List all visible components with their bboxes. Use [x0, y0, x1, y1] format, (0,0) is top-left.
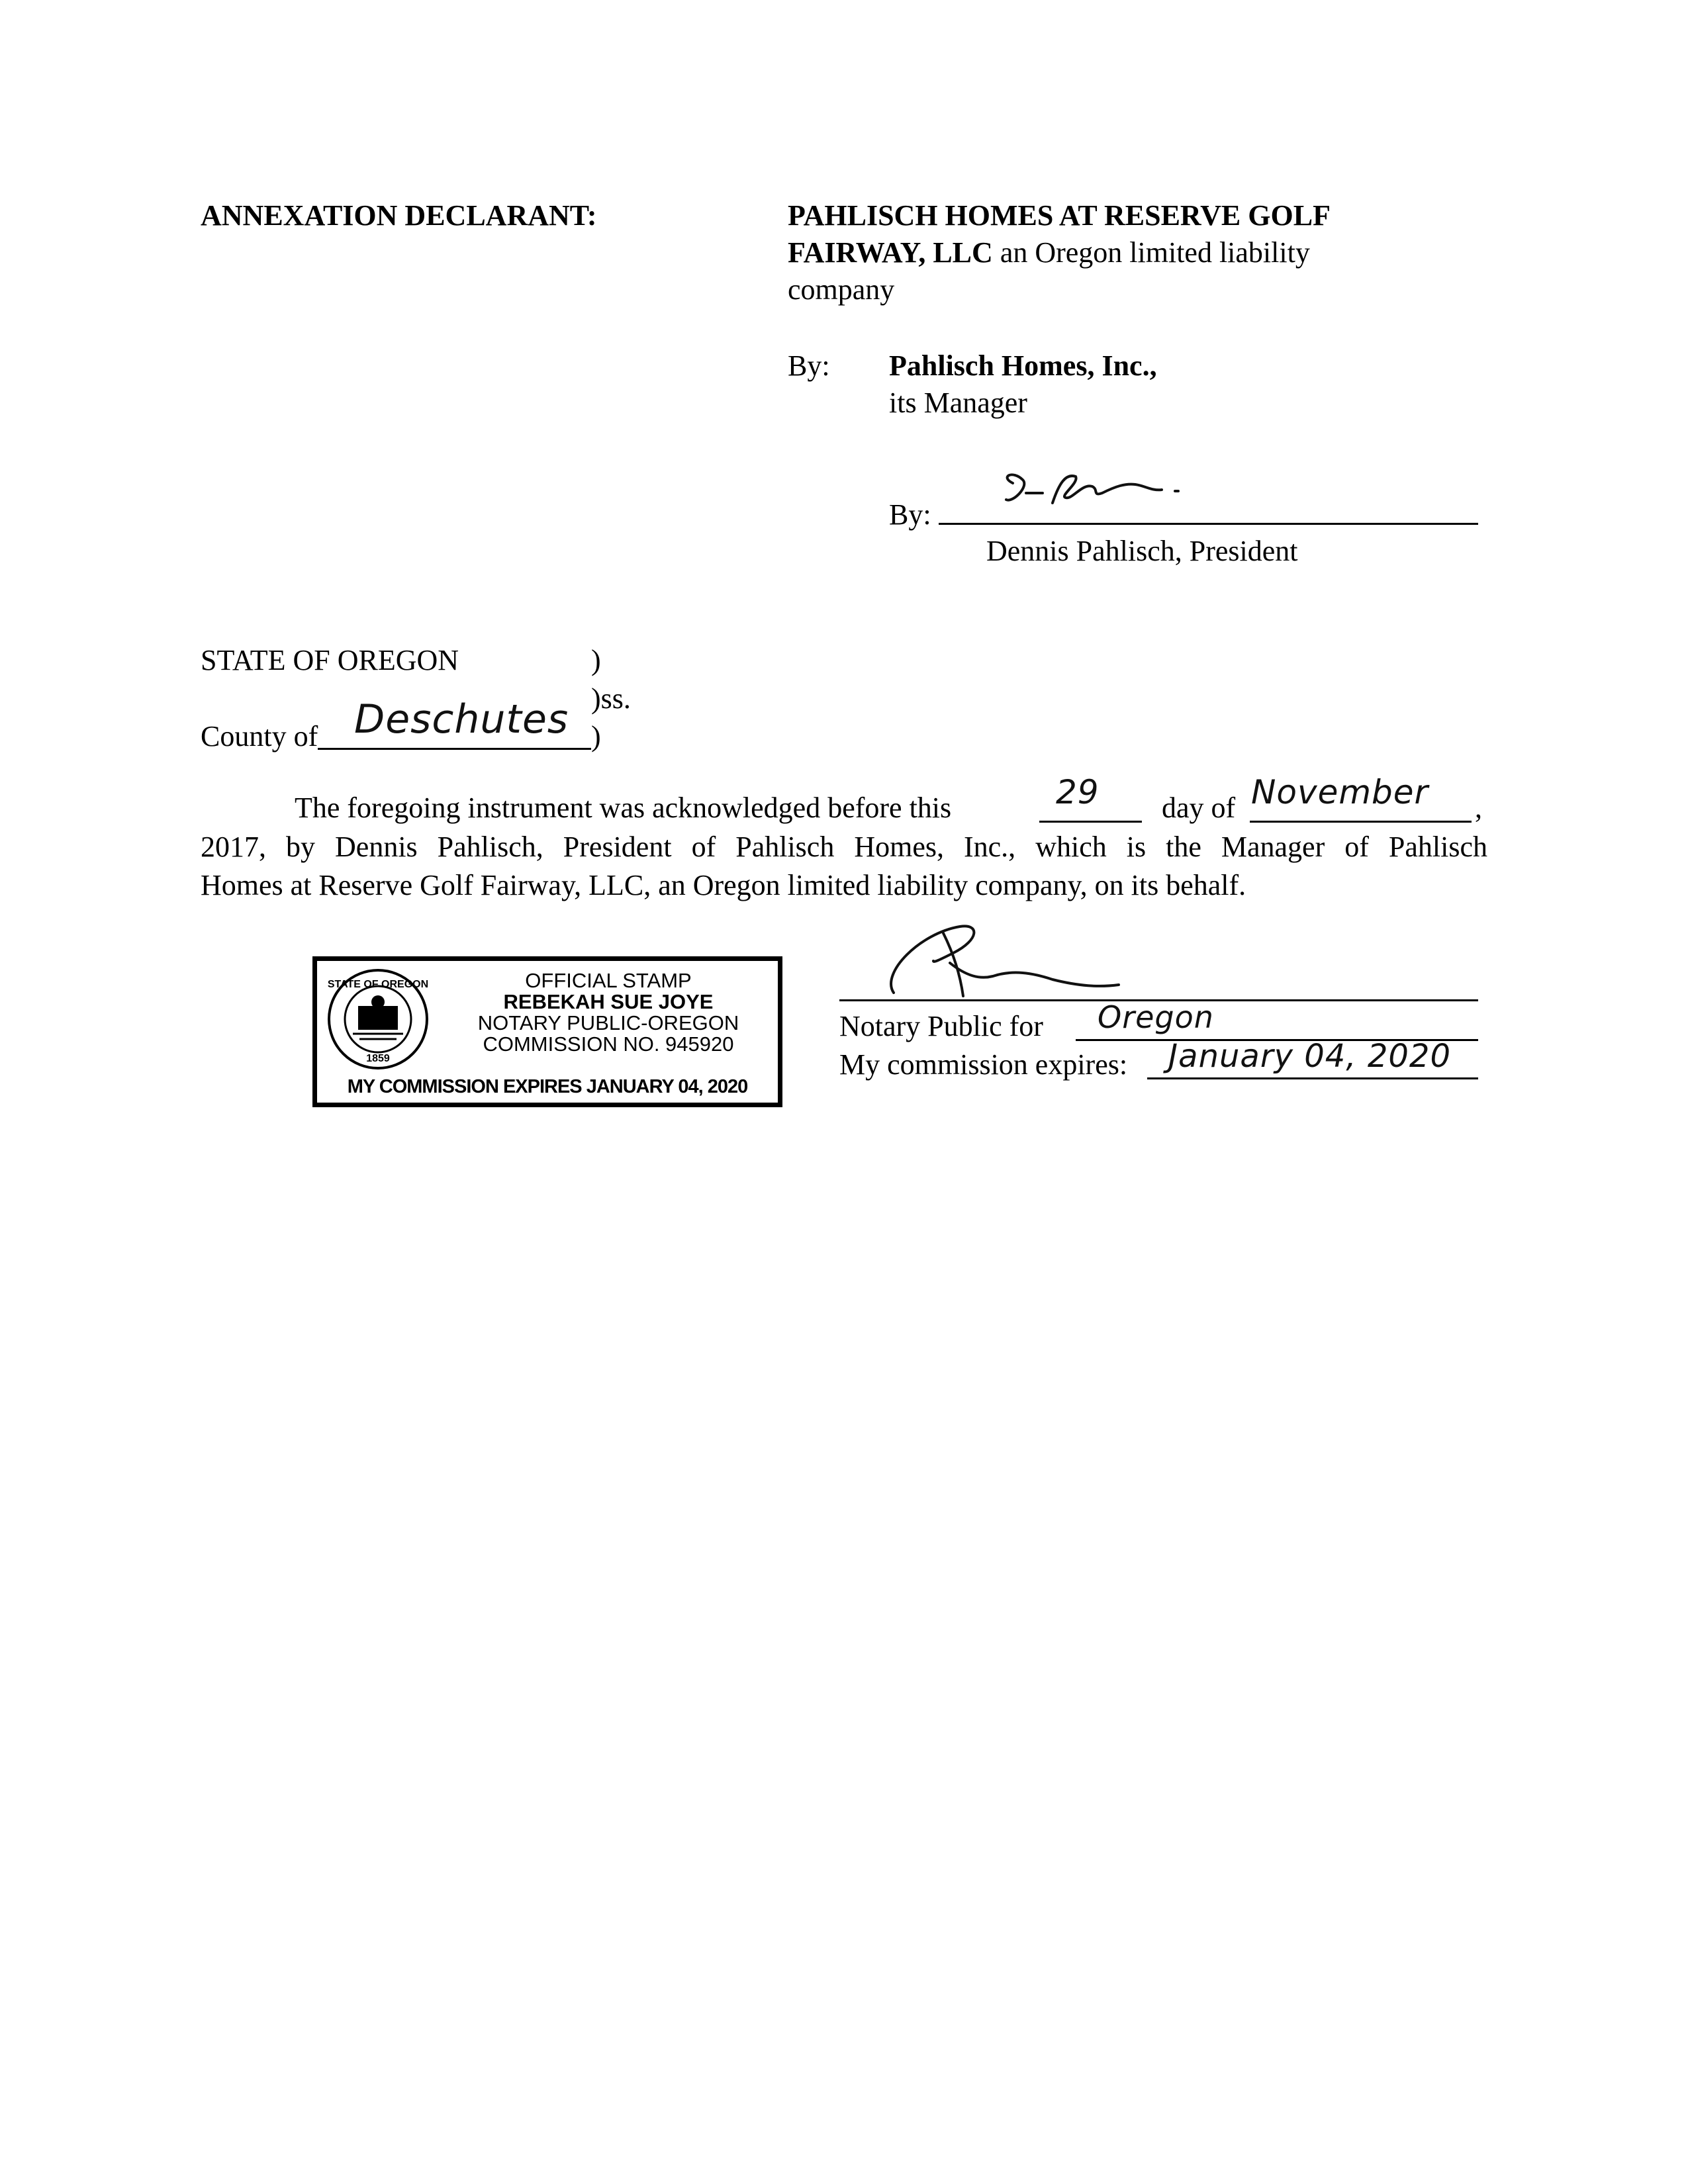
- manager-name: Pahlisch Homes, Inc.,: [889, 349, 1157, 382]
- notary-commission-line: [1147, 1077, 1478, 1079]
- company-description: an Oregon limited liability: [992, 236, 1310, 269]
- state-seal-icon: [326, 968, 430, 1071]
- venue-paren-bottom: ): [591, 720, 601, 752]
- notary-commission-label: My commission expires:: [839, 1048, 1128, 1081]
- seal-text: STATE OF OREGON: [327, 979, 429, 990]
- declarant-label: ANNEXATION DECLARANT:: [201, 199, 597, 232]
- signer-signature-line: [939, 523, 1478, 525]
- manager-role: its Manager: [889, 387, 1027, 419]
- notary-commission-value: January 04, 2020: [1168, 1038, 1451, 1075]
- company-name-bold: FAIRWAY, LLC: [788, 236, 993, 269]
- notary-public-for-label: Notary Public for: [839, 1010, 1043, 1042]
- ack-line2: 2017, by Dennis Pahlisch, President of Pahlisch Homes, Inc., which is the Manager of Pahlisch: [201, 831, 1487, 863]
- stamp-line1: OFFICIAL STAMP: [525, 969, 692, 992]
- company-name-line2: [788, 234, 1310, 271]
- ack-line3: Homes at Reserve Golf Fairway, LLC, an Oregon limited liability company, on its behalf.: [201, 869, 1246, 901]
- ack-month-value: November: [1251, 773, 1429, 811]
- signer-name-title: Dennis Pahlisch, President: [986, 535, 1298, 567]
- signer-by-label: By:: [889, 498, 931, 531]
- notary-public-for-value: Oregon: [1098, 999, 1214, 1035]
- ack-comma: ,: [1475, 792, 1482, 824]
- stamp-line4: COMMISSION NO. 945920: [483, 1032, 734, 1056]
- stamp-line3: NOTARY PUBLIC-OREGON: [477, 1011, 739, 1034]
- venue-paren-top: ): [591, 644, 601, 676]
- ack-text-day-of: day of: [1162, 792, 1236, 824]
- company-name-line3: company: [788, 273, 895, 306]
- county-value: Deschutes: [354, 696, 569, 743]
- month-line: [1250, 821, 1472, 823]
- venue-state: STATE OF OREGON: [201, 644, 459, 676]
- official-stamp: [312, 956, 782, 1107]
- county-label: County of: [201, 720, 318, 752]
- signer-signature: [993, 457, 1231, 523]
- ack-text-before-day: The foregoing instrument was acknowledged before this: [295, 792, 952, 824]
- venue-ss: )ss.: [591, 682, 631, 715]
- ack-day-value: 29: [1056, 773, 1100, 811]
- county-line: [318, 748, 591, 750]
- seal-year: 1859: [366, 1053, 390, 1064]
- company-name-line1: PAHLISCH HOMES AT RESERVE GOLF: [788, 199, 1331, 232]
- by-label: By:: [788, 349, 830, 382]
- stamp-line2: REBEKAH SUE JOYE: [503, 990, 714, 1013]
- notary-signature: [880, 913, 1198, 1013]
- day-line: [1039, 821, 1142, 823]
- stamp-line5: MY COMMISSION EXPIRES JANUARY 04, 2020: [347, 1076, 748, 1097]
